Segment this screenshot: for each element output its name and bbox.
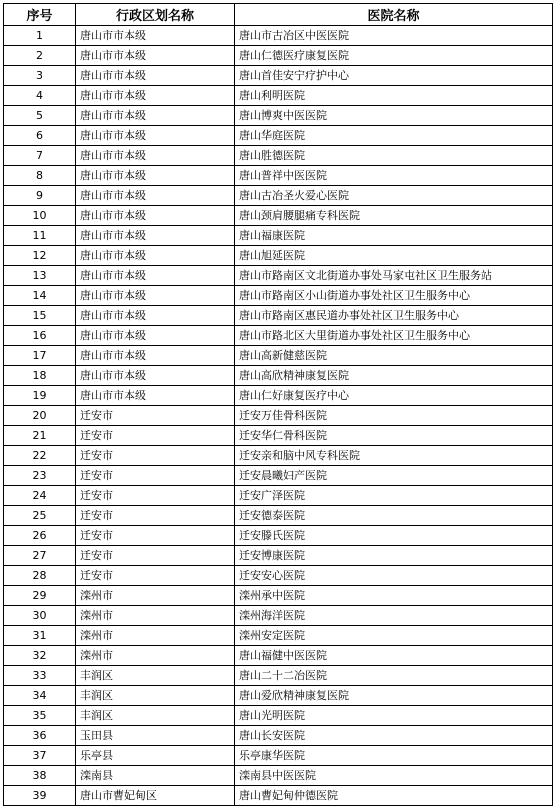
- row-index: 23: [4, 466, 76, 486]
- header-region: 行政区划名称: [76, 4, 235, 26]
- row-index: 26: [4, 526, 76, 546]
- row-index: 36: [4, 726, 76, 746]
- row-index: 2: [4, 46, 76, 66]
- table-row: [4, 126, 553, 146]
- region-name: 迁安市: [76, 446, 235, 466]
- header-index: 序号: [4, 4, 76, 26]
- hospital-name: 唐山二十二冶医院: [235, 666, 553, 686]
- header-hospital: 医院名称: [235, 4, 553, 26]
- hospital-name: 迁安德泰医院: [235, 506, 553, 526]
- hospital-name: 唐山市路南区文北街道办事处马家屯社区卫生服务站: [235, 266, 553, 286]
- table-row: [4, 406, 553, 426]
- table-row: [4, 746, 553, 766]
- region-name: 迁安市: [76, 426, 235, 446]
- hospital-name: 迁安万佳骨科医院: [235, 406, 553, 426]
- row-index: 15: [4, 306, 76, 326]
- header-row: [4, 4, 553, 26]
- hospital-name: 唐山利明医院: [235, 86, 553, 106]
- table-row: [4, 426, 553, 446]
- hospital-name: 滦州安定医院: [235, 626, 553, 646]
- region-name: 滦州市: [76, 606, 235, 626]
- table-row: [4, 526, 553, 546]
- table-body: [4, 26, 553, 806]
- table-row: [4, 346, 553, 366]
- hospital-name: 滦州海洋医院: [235, 606, 553, 626]
- row-index: 1: [4, 26, 76, 46]
- region-name: 唐山市市本级: [76, 346, 235, 366]
- hospital-name: 迁安广泽医院: [235, 486, 553, 506]
- table-row: [4, 166, 553, 186]
- table-row: [4, 306, 553, 326]
- table-row: [4, 26, 553, 46]
- hospital-name: 唐山曹妃甸仲德医院: [235, 786, 553, 806]
- table-row: [4, 586, 553, 606]
- hospital-name: 唐山市路北区大里街道办事处社区卫生服务中心: [235, 326, 553, 346]
- hospital-name: 唐山胜德医院: [235, 146, 553, 166]
- table-row: [4, 686, 553, 706]
- table-row: [4, 326, 553, 346]
- region-name: 唐山市市本级: [76, 186, 235, 206]
- hospital-name: 唐山爱欣精神康复医院: [235, 686, 553, 706]
- row-index: 34: [4, 686, 76, 706]
- row-index: 38: [4, 766, 76, 786]
- row-index: 12: [4, 246, 76, 266]
- region-name: 迁安市: [76, 406, 235, 426]
- hospital-name: 唐山仁德医疗康复医院: [235, 46, 553, 66]
- table-row: [4, 66, 553, 86]
- table-row: [4, 446, 553, 466]
- row-index: 16: [4, 326, 76, 346]
- hospital-name: 唐山华庭医院: [235, 126, 553, 146]
- table-row: [4, 186, 553, 206]
- hospital-name: 唐山高欣精神康复医院: [235, 366, 553, 386]
- row-index: 14: [4, 286, 76, 306]
- row-index: 11: [4, 226, 76, 246]
- table-row: [4, 726, 553, 746]
- region-name: 丰润区: [76, 666, 235, 686]
- region-name: 迁安市: [76, 526, 235, 546]
- row-index: 6: [4, 126, 76, 146]
- hospital-name: 唐山福健中医医院: [235, 646, 553, 666]
- region-name: 迁安市: [76, 486, 235, 506]
- region-name: 唐山市市本级: [76, 206, 235, 226]
- table-row: [4, 486, 553, 506]
- row-index: 24: [4, 486, 76, 506]
- hospital-name: 唐山旭延医院: [235, 246, 553, 266]
- region-name: 唐山市市本级: [76, 326, 235, 346]
- table-row: [4, 646, 553, 666]
- region-name: 唐山市市本级: [76, 366, 235, 386]
- row-index: 4: [4, 86, 76, 106]
- table-row: [4, 566, 553, 586]
- hospital-name: 迁安亲和脑中风专科医院: [235, 446, 553, 466]
- table-row: [4, 786, 553, 806]
- region-name: 迁安市: [76, 506, 235, 526]
- row-index: 9: [4, 186, 76, 206]
- hospital-name: 迁安华仁骨科医院: [235, 426, 553, 446]
- hospital-name: 迁安晨曦妇产医院: [235, 466, 553, 486]
- hospital-name: 唐山颈肩腰腿痛专科医院: [235, 206, 553, 226]
- hospital-name: 唐山市路南区惠民道办事处社区卫生服务中心: [235, 306, 553, 326]
- hospital-name: 唐山市路南区小山街道办事处社区卫生服务中心: [235, 286, 553, 306]
- region-name: 滦州市: [76, 586, 235, 606]
- row-index: 18: [4, 366, 76, 386]
- table-row: [4, 206, 553, 226]
- row-index: 21: [4, 426, 76, 446]
- region-name: 唐山市市本级: [76, 106, 235, 126]
- table-row: [4, 266, 553, 286]
- table-row: [4, 766, 553, 786]
- region-name: 唐山市市本级: [76, 66, 235, 86]
- region-name: 唐山市曹妃甸区: [76, 786, 235, 806]
- hospital-name: 滦南县中医医院: [235, 766, 553, 786]
- row-index: 30: [4, 606, 76, 626]
- row-index: 31: [4, 626, 76, 646]
- region-name: 滦南县: [76, 766, 235, 786]
- hospital-name: 唐山古冶圣火爱心医院: [235, 186, 553, 206]
- region-name: 迁安市: [76, 566, 235, 586]
- region-name: 乐亭县: [76, 746, 235, 766]
- table-row: [4, 226, 553, 246]
- hospital-name: 乐亭康华医院: [235, 746, 553, 766]
- table-row: [4, 626, 553, 646]
- row-index: 7: [4, 146, 76, 166]
- row-index: 10: [4, 206, 76, 226]
- row-index: 8: [4, 166, 76, 186]
- hospital-name: 唐山光明医院: [235, 706, 553, 726]
- region-name: 唐山市市本级: [76, 86, 235, 106]
- table-row: [4, 86, 553, 106]
- row-index: 35: [4, 706, 76, 726]
- table-row: [4, 386, 553, 406]
- hospital-name: 迁安安心医院: [235, 566, 553, 586]
- hospital-name: 唐山高新健慈医院: [235, 346, 553, 366]
- region-name: 迁安市: [76, 546, 235, 566]
- region-name: 丰润区: [76, 706, 235, 726]
- table-row: [4, 146, 553, 166]
- region-name: 唐山市市本级: [76, 126, 235, 146]
- region-name: 丰润区: [76, 686, 235, 706]
- region-name: 玉田县: [76, 726, 235, 746]
- hospital-table: [3, 3, 553, 806]
- row-index: 39: [4, 786, 76, 806]
- region-name: 滦州市: [76, 646, 235, 666]
- hospital-name: 滦州承中医院: [235, 586, 553, 606]
- region-name: 唐山市市本级: [76, 286, 235, 306]
- region-name: 唐山市市本级: [76, 246, 235, 266]
- table-row: [4, 466, 553, 486]
- row-index: 29: [4, 586, 76, 606]
- region-name: 唐山市市本级: [76, 226, 235, 246]
- row-index: 22: [4, 446, 76, 466]
- table-row: [4, 666, 553, 686]
- region-name: 唐山市市本级: [76, 46, 235, 66]
- row-index: 27: [4, 546, 76, 566]
- hospital-name: 唐山仁好康复医疗中心: [235, 386, 553, 406]
- hospital-name: 唐山长安医院: [235, 726, 553, 746]
- region-name: 唐山市市本级: [76, 266, 235, 286]
- table-row: [4, 366, 553, 386]
- region-name: 滦州市: [76, 626, 235, 646]
- region-name: 唐山市市本级: [76, 306, 235, 326]
- hospital-name: 唐山普祥中医医院: [235, 166, 553, 186]
- row-index: 20: [4, 406, 76, 426]
- hospital-name: 唐山博爽中医医院: [235, 106, 553, 126]
- row-index: 13: [4, 266, 76, 286]
- table-row: [4, 46, 553, 66]
- table-row: [4, 286, 553, 306]
- row-index: 33: [4, 666, 76, 686]
- region-name: 唐山市市本级: [76, 386, 235, 406]
- row-index: 37: [4, 746, 76, 766]
- hospital-name: 唐山市古冶区中医医院: [235, 26, 553, 46]
- row-index: 3: [4, 66, 76, 86]
- table-row: [4, 706, 553, 726]
- hospital-name: 唐山首佳安宁疗护中心: [235, 66, 553, 86]
- region-name: 唐山市市本级: [76, 166, 235, 186]
- table-row: [4, 106, 553, 126]
- row-index: 19: [4, 386, 76, 406]
- hospital-name: 唐山福康医院: [235, 226, 553, 246]
- row-index: 28: [4, 566, 76, 586]
- region-name: 唐山市市本级: [76, 146, 235, 166]
- region-name: 唐山市市本级: [76, 26, 235, 46]
- table-row: [4, 246, 553, 266]
- table-row: [4, 506, 553, 526]
- hospital-name: 迁安滕氏医院: [235, 526, 553, 546]
- row-index: 5: [4, 106, 76, 126]
- row-index: 17: [4, 346, 76, 366]
- region-name: 迁安市: [76, 466, 235, 486]
- table-row: [4, 546, 553, 566]
- row-index: 25: [4, 506, 76, 526]
- row-index: 32: [4, 646, 76, 666]
- hospital-name: 迁安博康医院: [235, 546, 553, 566]
- table-row: [4, 606, 553, 626]
